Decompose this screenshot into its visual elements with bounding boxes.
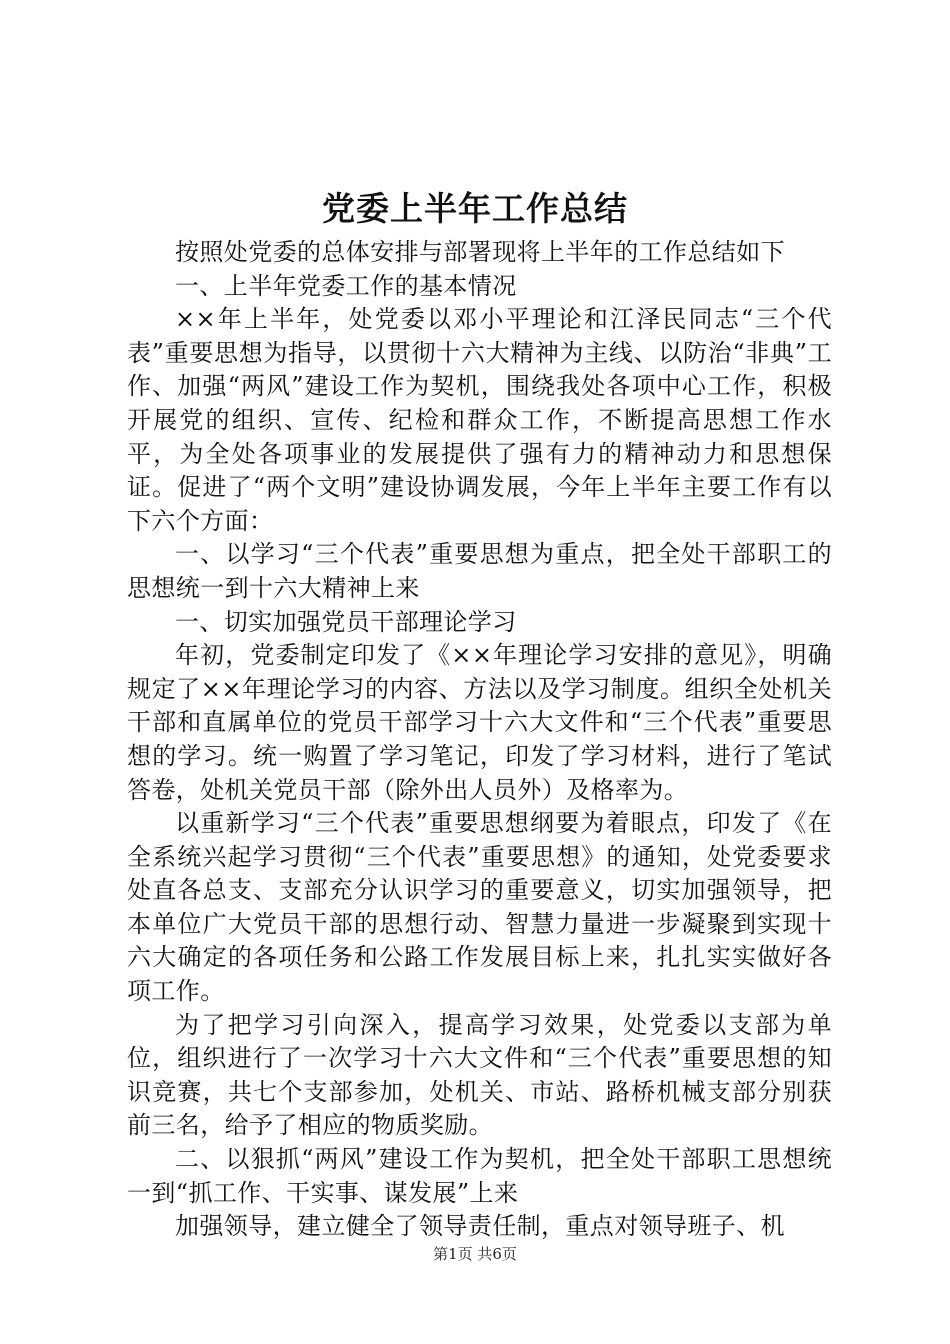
paragraph: 加强领导，建立健全了领导责任制，重点对领导班子、机 [175, 1212, 785, 1241]
section-heading-3: 二、以狠抓“两风”建设工作为契机，把全处干部职工思想统一到“抓工作、干实事、谋发展”上来 [127, 1145, 832, 1207]
section-heading-2: 一、以学习“三个代表”重要思想为重点，把全处干部职工的思想统一到十六大精神上来 [127, 540, 832, 602]
paragraph: 年初，党委制定印发了《××年理论学习安排的意见》，明确规定了××年理论学习的内容、方法以及学习制度。组织全处机关干部和直属单位的党员干部学习十六大文件和“三个代表”重要思想的学习。统一购置了学习笔记，印发了学习材料，进行了笔试答卷，处机关党员干部（除外出人员外）及格率为。 [127, 641, 832, 804]
document-body [127, 236, 832, 1244]
paragraph: 以重新学习“三个代表”重要思想纲要为着眼点，印发了《在全系统兴起学习贯彻“三个代表”重要思想》的通知，处党委要求处直各总支、支部充分认识学习的重要意义，切实加强领导，把本单位广大党员干部的思想行动、智慧力量进一步凝聚到实现十六大确定的各项任务和公路工作发展目标上来，扎扎实实做好各项工作。 [127, 809, 832, 1006]
subsection-heading: 一、切实加强党员干部理论学习 [175, 607, 517, 636]
section-heading-1: 一、上半年党委工作的基本情况 [175, 271, 517, 300]
paragraph-intro: 按照处党委的总体安排与部署现将上半年的工作总结如下 [175, 238, 785, 266]
page-footer: 第1页 共6页 [433, 1245, 517, 1263]
paragraph: 为了把学习引向深入，提高学习效果，处党委以支部为单位，组织进行了一次学习十六大文件和“三个代表”重要思想的知识竞赛，共七个支部参加，处机关、市站、路桥机械支部分别获前三名，给予了相应的物质奖励。 [127, 1010, 832, 1140]
document-title: 党委上半年工作总结 [322, 189, 628, 228]
paragraph: ××年上半年，处党委以邓小平理论和江泽民同志“三个代表”重要思想为指导，以贯彻十六大精神为主线、以防治“非典”工作、加强“两风”建设工作为契机，围绕我处各项中心工作，积极开展党的组织、宣传、纪检和群众工作，不断提高思想工作水平，为全处各项事业的发展提供了强有力的精神动力和思想保证。促进了“两个文明”建设协调发展，今年上半年主要工作有以下六个方面： [127, 305, 832, 535]
